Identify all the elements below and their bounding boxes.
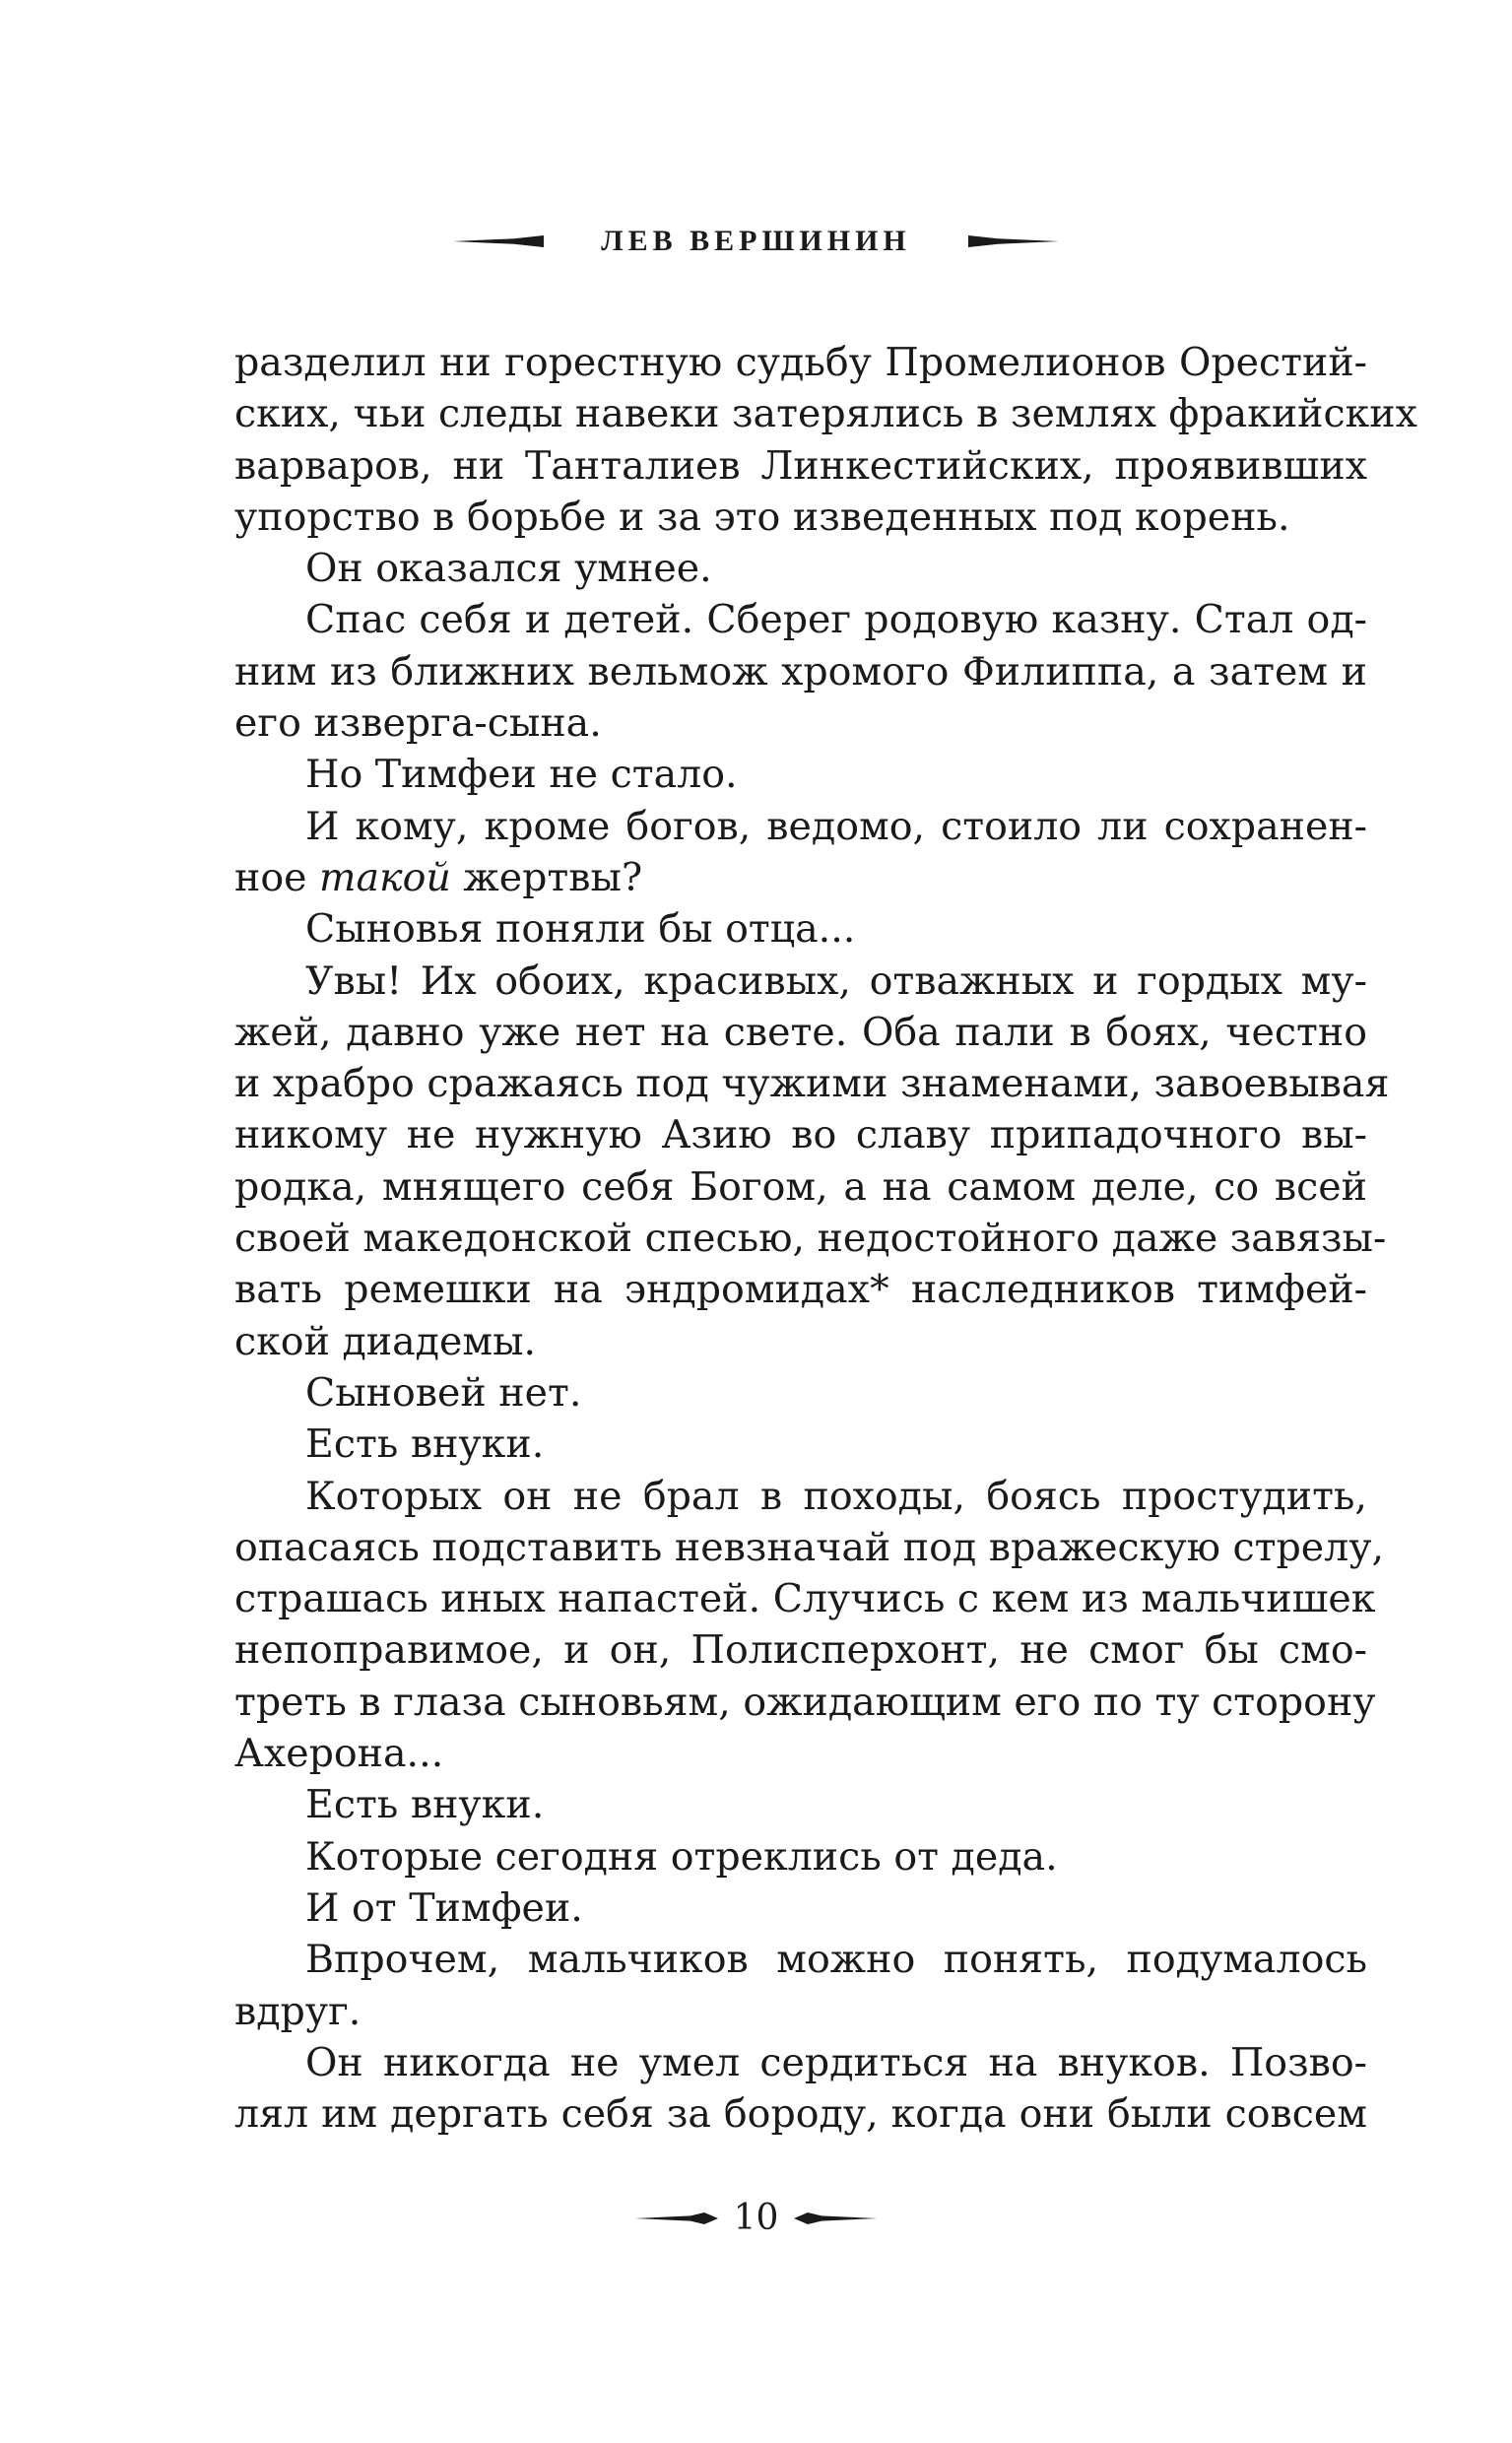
text-line [234,1779,1367,1830]
text-line [234,1109,1367,1160]
text-line [234,543,1367,594]
text-line-content: ской диадемы. [234,1318,537,1364]
text-line [234,1986,1367,2037]
running-title: ЛЕВ ВЕРШИНИН [601,225,911,257]
text-line-content: Сыновей нет. [305,1369,582,1416]
text-line-content: Есть внуки. [305,1782,545,1828]
text-line [234,1728,1367,1779]
text-line [234,1264,1367,1315]
text-line [234,440,1367,492]
text-line [234,337,1367,388]
text-line [234,1882,1367,1934]
text-line-content: ное [234,854,320,900]
text-line-content: Которых он не брал в походы, боясь простудить, [305,1473,1367,1519]
text-line [234,1471,1367,1522]
text-line-content: Но Тимфеи не стало. [305,752,738,798]
left-folio-ornament-icon [635,2211,718,2226]
text-line [234,1624,1367,1676]
right-ornament-icon [968,233,1059,249]
text-line-content: ним из ближних вельмож хромого Филиппа, а затем и [234,648,1367,694]
text-line [234,646,1367,697]
text-line [234,1213,1387,1264]
running-header [0,225,1512,258]
text-line-content: вдруг. [234,1988,362,2034]
text-line [234,852,1367,903]
text-line-content: Ахерона... [234,1731,444,1777]
text-line-content: И кому, кроме богов, ведомо, стоило ли сохранен- [305,803,1367,849]
page-footer [0,2199,1512,2238]
text-line-content: никому не нужную Азию во славу припадочного вы- [234,1112,1367,1158]
text-line-content: Есть внуки. [305,1421,545,1468]
text-line-content: непоправимое, и он, Полисперхонт, не смог бы смо- [234,1627,1367,1674]
text-line [234,903,1367,955]
text-line [234,1831,1367,1882]
text-line-content: и храбро сражаясь под чужими знаменами, завоевывая [234,1061,1390,1107]
left-ornament-icon [453,233,544,249]
text-line-content: жей, давно уже нет на свете. Оба пали в боях, честно [234,1009,1367,1055]
text-line-content: варваров, ни Танталиев Линкестийских, проявивших [234,442,1367,489]
text-line-content: И от Тимфеи. [305,1884,583,1931]
text-line [234,1419,1367,1470]
text-line [234,1367,1367,1419]
right-folio-ornament-icon [794,2211,877,2226]
text-line-content: треть в глаза сыновьям, ожидающим его по ту сторону [234,1679,1376,1725]
body-text [234,337,1417,2140]
text-line [234,594,1367,645]
text-line-content: Которые сегодня отреклись от деда. [305,1833,1058,1880]
text-line [234,1677,1376,1728]
text-line-content: Он оказался умнее. [305,546,712,592]
text-line-content: Он никогда не умел сердиться на внуков. Позво- [305,2039,1367,2085]
text-line-content: своей македонской спесью, недостойного даже завязы- [234,1216,1387,1262]
text-line [234,1058,1390,1109]
text-line-content: опасаясь подставить невзначай под вражескую стрелу, [234,1524,1385,1570]
text-line [234,1934,1367,1985]
text-line [234,697,1367,749]
text-line-content: родка, мнящего себя Богом, а на самом деле, со всей [234,1163,1367,1210]
text-line-content: Сыновья поняли бы отца... [305,906,856,953]
text-line [234,2037,1367,2088]
text-line [234,956,1367,1007]
text-line-content: Спас себя и детей. Сберег родовую казну. Стал од- [305,597,1367,643]
text-line [234,1522,1385,1573]
text-line-content: лял им дергать себя за бороду, когда они были совсем [234,2091,1367,2138]
text-line [234,749,1367,800]
text-line-content: жертвы? [450,854,643,900]
text-line [234,801,1367,852]
text-line-content: страшась иных напастей. Случись с кем из мальчишек [234,1576,1376,1622]
text-line [234,492,1367,543]
text-line-content: упорство в борьбе и за это изведенных под корень. [234,494,1290,540]
text-line [234,2088,1367,2140]
text-line-content: вать ремешки на эндромидах* наследников тимфей- [234,1267,1367,1313]
emphasized-word: такой [319,854,451,900]
text-line [234,388,1417,439]
text-line [234,1007,1367,1058]
text-line-content: ских, чьи следы навеки затерялись в землях фракийских [234,391,1417,437]
text-line-content: разделил ни горестную судьбу Промелионов Орестий- [234,340,1367,385]
text-line-content: его изверга-сына. [234,700,602,747]
text-line-content: Впрочем, мальчиков можно понять, подумалось [305,1937,1367,1983]
text-line [234,1573,1376,1624]
page-number: 10 [733,2198,779,2238]
text-line-content: Увы! Их обоих, красивых, отважных и гордых му- [305,957,1367,1004]
text-line [234,1161,1367,1213]
text-line [234,1316,1367,1367]
